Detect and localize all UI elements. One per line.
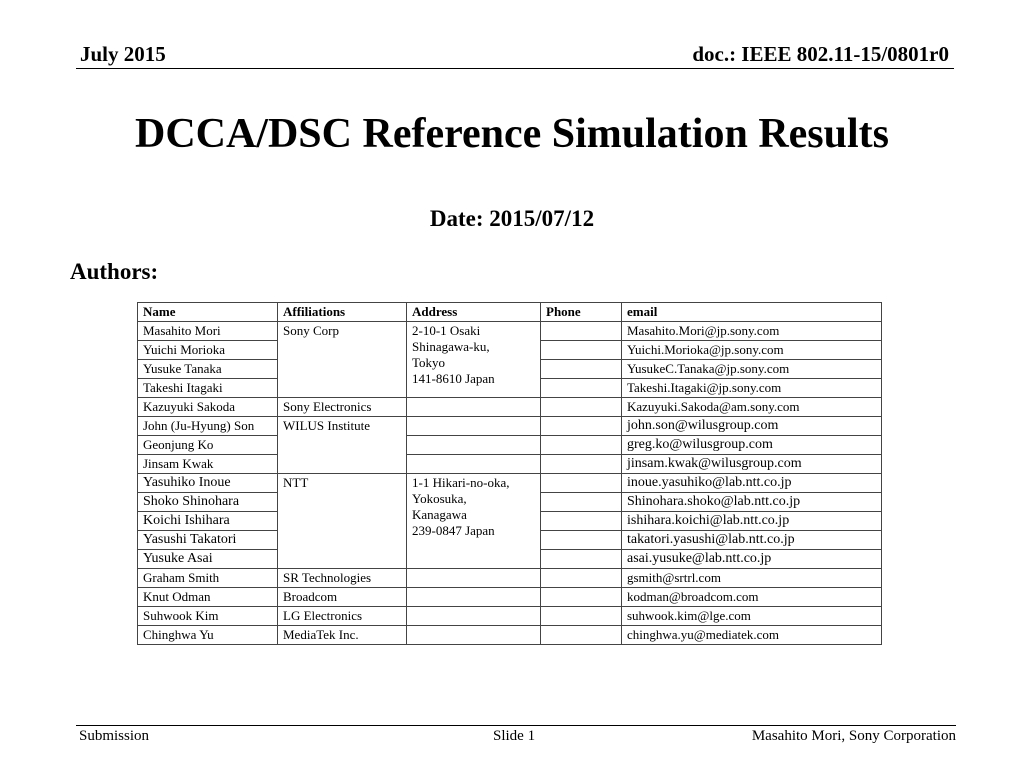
- author-email: YusukeC.Tanaka@jp.sony.com: [622, 360, 882, 379]
- authors-table: [137, 302, 882, 645]
- author-email: suhwook.kim@lge.com: [622, 607, 882, 626]
- author-phone: [541, 379, 622, 398]
- author-email: Yuichi.Morioka@jp.sony.com: [622, 341, 882, 360]
- table-row: [138, 474, 882, 493]
- table-row: [138, 569, 882, 588]
- author-address: [407, 417, 541, 436]
- table-row: [138, 626, 882, 645]
- footer-author: Masahito Mori, Sony Corporation: [751, 728, 956, 744]
- author-affiliation: Sony Electronics: [278, 398, 407, 417]
- address-line: Shinagawa-ku,: [412, 339, 490, 354]
- author-name: Yusuke Asai: [138, 550, 278, 569]
- author-phone: [541, 455, 622, 474]
- address-line: 2-10-1 Osaki: [412, 323, 481, 338]
- table-row: [138, 417, 882, 436]
- author-address: [407, 398, 541, 417]
- author-address: [407, 322, 541, 398]
- author-address: [407, 626, 541, 645]
- author-affiliation: WILUS Institute: [278, 417, 407, 474]
- author-name: Yuichi Morioka: [138, 341, 278, 360]
- address-line: 141-8610 Japan: [412, 371, 495, 386]
- header-phone: Phone: [541, 303, 622, 322]
- footer-submission: Submission: [79, 728, 150, 744]
- author-email: chinghwa.yu@mediatek.com: [622, 626, 882, 645]
- table-row: [138, 322, 882, 341]
- footer-slide-number: Slide 1: [493, 728, 536, 744]
- author-name: Jinsam Kwak: [138, 455, 278, 474]
- author-address: [407, 607, 541, 626]
- author-name: Knut Odman: [138, 588, 278, 607]
- author-address: [407, 474, 541, 569]
- table-row: [138, 455, 882, 474]
- author-email: jinsam.kwak@wilusgroup.com: [622, 455, 882, 474]
- author-name: Koichi Ishihara: [138, 512, 278, 531]
- table-row: [138, 436, 882, 455]
- address-line: 239-0847 Japan: [412, 523, 495, 538]
- author-affiliation: NTT: [278, 474, 407, 569]
- author-name: Yusuke Tanaka: [138, 360, 278, 379]
- author-name: John (Ju-Hyung) Son: [138, 417, 278, 436]
- author-name: Kazuyuki Sakoda: [138, 398, 278, 417]
- authors-label: Authors:: [70, 259, 159, 284]
- table-header-row: [138, 303, 882, 322]
- address-line: Kanagawa: [412, 507, 467, 522]
- author-phone: [541, 569, 622, 588]
- author-email: john.son@wilusgroup.com: [622, 417, 882, 436]
- author-phone: [541, 626, 622, 645]
- author-email: Shinohara.shoko@lab.ntt.co.jp: [622, 493, 882, 512]
- author-name: Geonjung Ko: [138, 436, 278, 455]
- author-name: Suhwook Kim: [138, 607, 278, 626]
- author-phone: [541, 512, 622, 531]
- author-address: [407, 588, 541, 607]
- slide-date: Date: 2015/07/12: [429, 206, 595, 231]
- header-affiliations: Affiliations: [278, 303, 407, 322]
- footer-divider: [76, 725, 956, 726]
- header-divider: [76, 68, 954, 69]
- address-line: Tokyo: [412, 355, 446, 370]
- address-line: Yokosuka,: [412, 491, 467, 506]
- slide-title: DCCA/DSC Reference Simulation Results: [134, 111, 889, 157]
- author-email: inoue.yasuhiko@lab.ntt.co.jp: [622, 474, 882, 493]
- table-row: [138, 588, 882, 607]
- author-phone: [541, 322, 622, 341]
- table-row: [138, 607, 882, 626]
- author-name: Graham Smith: [138, 569, 278, 588]
- author-phone: [541, 493, 622, 512]
- author-phone: [541, 474, 622, 493]
- author-email: takatori.yasushi@lab.ntt.co.jp: [622, 531, 882, 550]
- author-affiliation: LG Electronics: [278, 607, 407, 626]
- header-address: Address: [407, 303, 541, 322]
- author-email: kodman@broadcom.com: [622, 588, 882, 607]
- header-doc-id: doc.: IEEE 802.11-15/0801r0: [692, 42, 949, 66]
- header-name: Name: [138, 303, 278, 322]
- author-name: Yasuhiko Inoue: [138, 474, 278, 493]
- address-line: 1-1 Hikari-no-oka,: [412, 475, 510, 490]
- author-phone: [541, 436, 622, 455]
- author-affiliation: Sony Corp: [278, 322, 407, 398]
- author-name: Yasushi Takatori: [138, 531, 278, 550]
- author-phone: [541, 360, 622, 379]
- author-phone: [541, 550, 622, 569]
- author-email: Kazuyuki.Sakoda@am.sony.com: [622, 398, 882, 417]
- header-date: July 2015: [80, 42, 166, 66]
- author-email: Masahito.Mori@jp.sony.com: [622, 322, 882, 341]
- author-email: ishihara.koichi@lab.ntt.co.jp: [622, 512, 882, 531]
- table-row: [138, 398, 882, 417]
- author-phone: [541, 417, 622, 436]
- author-address: [407, 436, 541, 455]
- author-phone: [541, 398, 622, 417]
- author-name: Takeshi Itagaki: [138, 379, 278, 398]
- author-email: gsmith@srtrl.com: [622, 569, 882, 588]
- author-affiliation: MediaTek Inc.: [278, 626, 407, 645]
- author-affiliation: Broadcom: [278, 588, 407, 607]
- author-email: asai.yusuke@lab.ntt.co.jp: [622, 550, 882, 569]
- author-phone: [541, 531, 622, 550]
- author-phone: [541, 341, 622, 360]
- author-name: Masahito Mori: [138, 322, 278, 341]
- author-name: Chinghwa Yu: [138, 626, 278, 645]
- author-phone: [541, 607, 622, 626]
- header-email: email: [622, 303, 882, 322]
- author-email: Takeshi.Itagaki@jp.sony.com: [622, 379, 882, 398]
- author-address: [407, 569, 541, 588]
- author-name: Shoko Shinohara: [138, 493, 278, 512]
- author-affiliation: SR Technologies: [278, 569, 407, 588]
- author-address: [407, 455, 541, 474]
- author-email: greg.ko@wilusgroup.com: [622, 436, 882, 455]
- author-phone: [541, 588, 622, 607]
